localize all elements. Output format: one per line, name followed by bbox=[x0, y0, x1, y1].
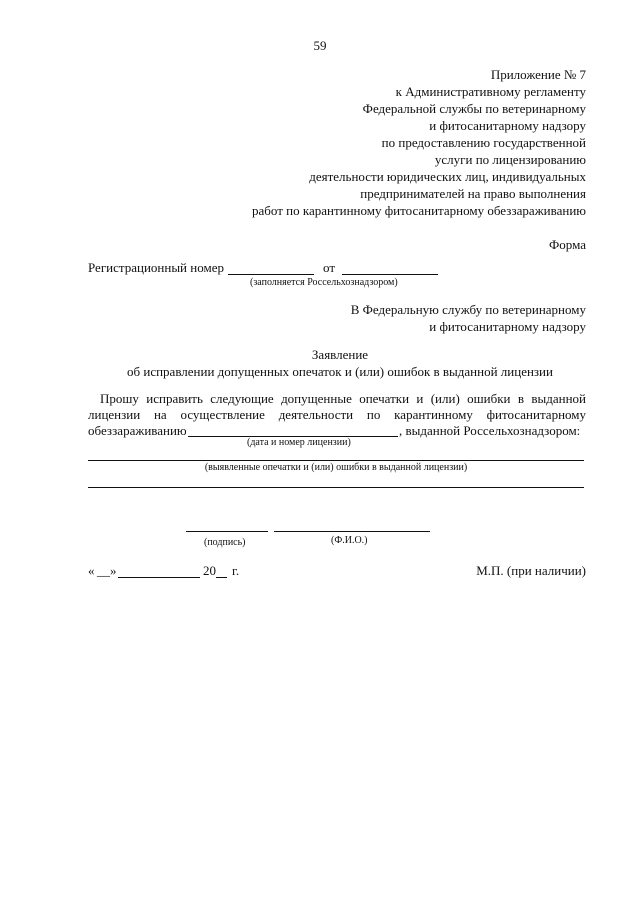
full-name-label: (Ф.И.О.) bbox=[331, 535, 368, 546]
registration-from-label: от bbox=[323, 260, 336, 275]
date-day-field[interactable]: __ bbox=[97, 563, 110, 578]
addressee-line: и фитосанитарному надзору bbox=[429, 319, 586, 334]
appendix-line: работ по карантинному фитосанитарному обеззараживанию bbox=[251, 203, 586, 218]
statement-subtitle: об исправлении допущенных опечаток и (или) ошибок в выданной лицензии bbox=[127, 364, 553, 379]
body-line-3-start: обеззараживанию bbox=[88, 423, 187, 438]
page-number: 59 bbox=[313, 38, 327, 53]
addressee-line: В Федеральную службу по ветеринарному bbox=[350, 302, 586, 317]
form-label: Форма bbox=[549, 237, 586, 252]
appendix-line: к Административному регламенту bbox=[395, 84, 586, 99]
stamp-label: М.П. (при наличии) bbox=[476, 563, 586, 578]
errors-field-line-2[interactable] bbox=[88, 487, 584, 488]
body-line-3-end: , выданной Россельхознадзором: bbox=[399, 423, 581, 438]
appendix-line: по предоставлению государственной bbox=[381, 135, 586, 150]
date-month-field[interactable] bbox=[118, 577, 200, 578]
registration-number-field[interactable] bbox=[228, 274, 314, 275]
date-close-quote: » bbox=[110, 563, 117, 578]
body-line-1: Прошу исправить следующие допущенные опечатки и (или) ошибки в выданной bbox=[100, 391, 586, 406]
date-year-suffix: г. bbox=[232, 563, 240, 578]
full-name-field[interactable] bbox=[274, 531, 430, 532]
registration-label: Регистрационный номер bbox=[88, 260, 224, 275]
appendix-line: и фитосанитарному надзору bbox=[429, 118, 586, 133]
registration-date-field[interactable] bbox=[342, 274, 438, 275]
license-note: (дата и номер лицензии) bbox=[247, 437, 351, 448]
signature-field[interactable] bbox=[186, 531, 268, 532]
date-year-field[interactable] bbox=[216, 577, 227, 578]
errors-field-line-1[interactable] bbox=[88, 460, 584, 461]
signature-label: (подпись) bbox=[204, 537, 246, 548]
appendix-line: услуги по лицензированию bbox=[434, 152, 586, 167]
registration-note: (заполняется Россельхознадзором) bbox=[250, 277, 398, 288]
errors-note: (выявленные опечатки и (или) ошибки в выданной лицензии) bbox=[204, 462, 468, 473]
date-open-quote: « bbox=[88, 563, 95, 578]
date-year-prefix: 20 bbox=[203, 563, 216, 578]
appendix-line: предпринимателей на право выполнения bbox=[360, 186, 586, 201]
statement-title: Заявление bbox=[311, 347, 369, 362]
appendix-line: Федеральной службы по ветеринарному bbox=[362, 101, 586, 116]
appendix-line: Приложение № 7 bbox=[490, 67, 586, 82]
body-line-2: лицензии на осуществление деятельности по карантинному фитосанитарному bbox=[88, 407, 586, 422]
appendix-line: деятельности юридических лиц, индивидуальных bbox=[309, 169, 586, 184]
